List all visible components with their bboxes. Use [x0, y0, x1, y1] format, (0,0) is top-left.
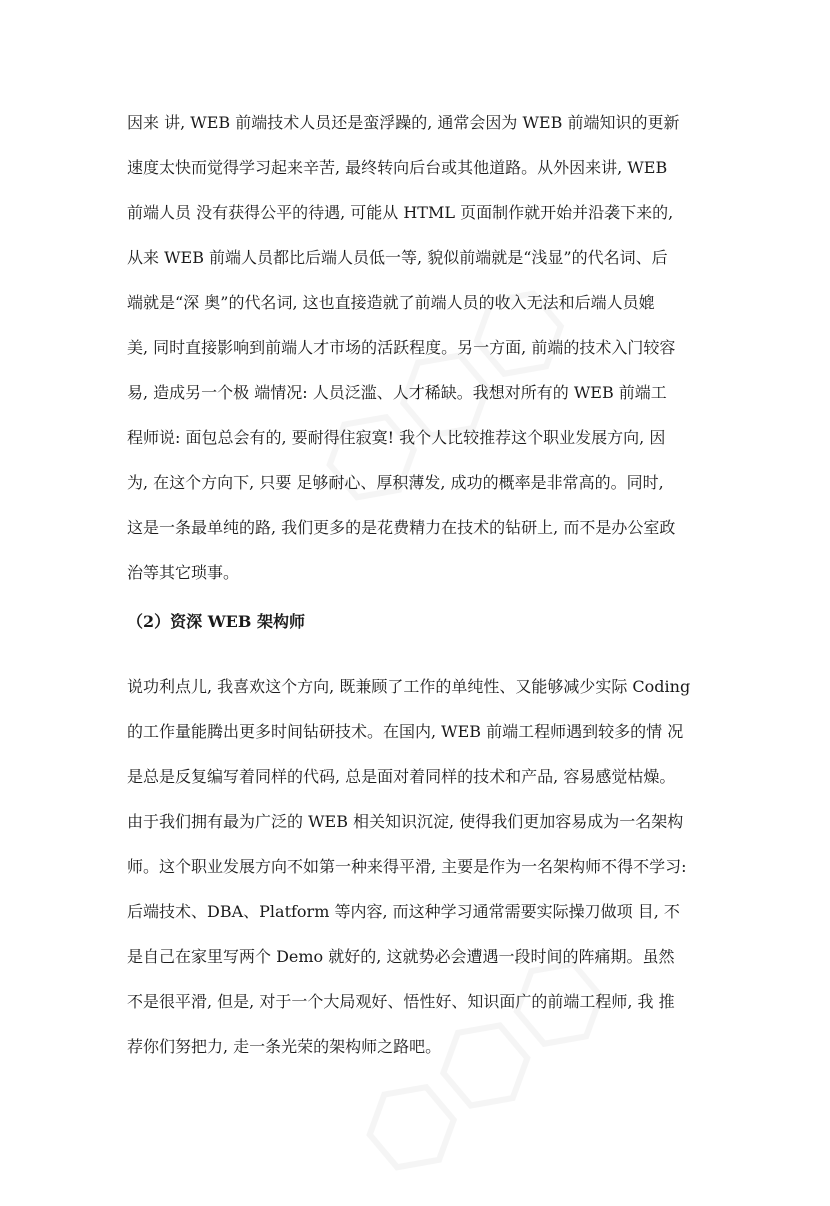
- text-line: 说功利点儿, 我喜欢这个方向, 既兼顾了工作的单纯性、又能够减少实际 Coding: [127, 677, 691, 696]
- text-line: 不是很平滑, 但是, 对于一个大局观好、悟性好、知识面广的前端工程师, 我 推: [127, 992, 675, 1011]
- text-line: 是自己在家里写两个 Demo 就好的, 这就势必会遭遇一段时间的阵痛期。虽然: [127, 947, 675, 966]
- text-line: 治等其它琐事。: [127, 563, 240, 582]
- text-line: 荐你们努把力, 走一条光荣的架构师之路吧。: [127, 1037, 442, 1056]
- text-line: 这是一条最单纯的路, 我们更多的是花费精力在技术的钻研上, 而不是办公室政: [127, 518, 676, 537]
- text-line: 后端技术、DBA、Platform 等内容, 而这种学习通常需要实际操刀做项 目, 不: [127, 902, 680, 921]
- text-line: 师。这个职业发展方向不如第一种来得平滑, 主要是作为一名架构师不得不学习:: [127, 857, 687, 876]
- text-line: 端就是“深 奥”的代名词, 这也直接造就了前端人员的收入无法和后端人员媲: [127, 293, 655, 312]
- text-line: 的工作量能腾出更多时间钻研技术。在国内, WEB 前端工程师遇到较多的情 况: [127, 722, 684, 741]
- text-line: 从来 WEB 前端人员都比后端人员低一等, 貌似前端就是“浅显”的代名词、后: [127, 248, 668, 267]
- text-line: 程师说: 面包总会有的, 要耐得住寂寞! 我个人比较推荐这个职业发展方向, 因: [127, 428, 666, 447]
- text-line: 因来 讲, WEB 前端技术人员还是蛮浮躁的, 通常会因为 WEB 前端知识的更新: [127, 113, 680, 132]
- text-line: 前端人员 没有获得公平的待遇, 可能从 HTML 页面制作就开始并沿袭下来的,: [127, 203, 674, 222]
- text-line: 由于我们拥有最为广泛的 WEB 相关知识沉淀, 使得我们更加容易成为一名架构: [127, 812, 684, 831]
- text-line: 为, 在这个方向下, 只要 足够耐心、厚积薄发, 成功的概率是非常高的。同时,: [127, 473, 664, 492]
- text-line: 是总是反复编写着同样的代码, 总是面对着同样的技术和产品, 容易感觉枯燥。: [127, 767, 676, 786]
- text-line: 美, 同时直接影响到前端人才市场的活跃程度。另一方面, 前端的技术入门较容: [127, 338, 676, 357]
- text-line: 易, 造成另一个极 端情况: 人员泛滥、人才稀缺。我想对所有的 WEB 前端工: [127, 383, 667, 402]
- section-heading: （2）资深 WEB 架构师: [127, 612, 305, 631]
- text-line: 速度太快而觉得学习起来辛苦, 最终转向后台或其他道路。从外因来讲, WEB: [127, 158, 668, 177]
